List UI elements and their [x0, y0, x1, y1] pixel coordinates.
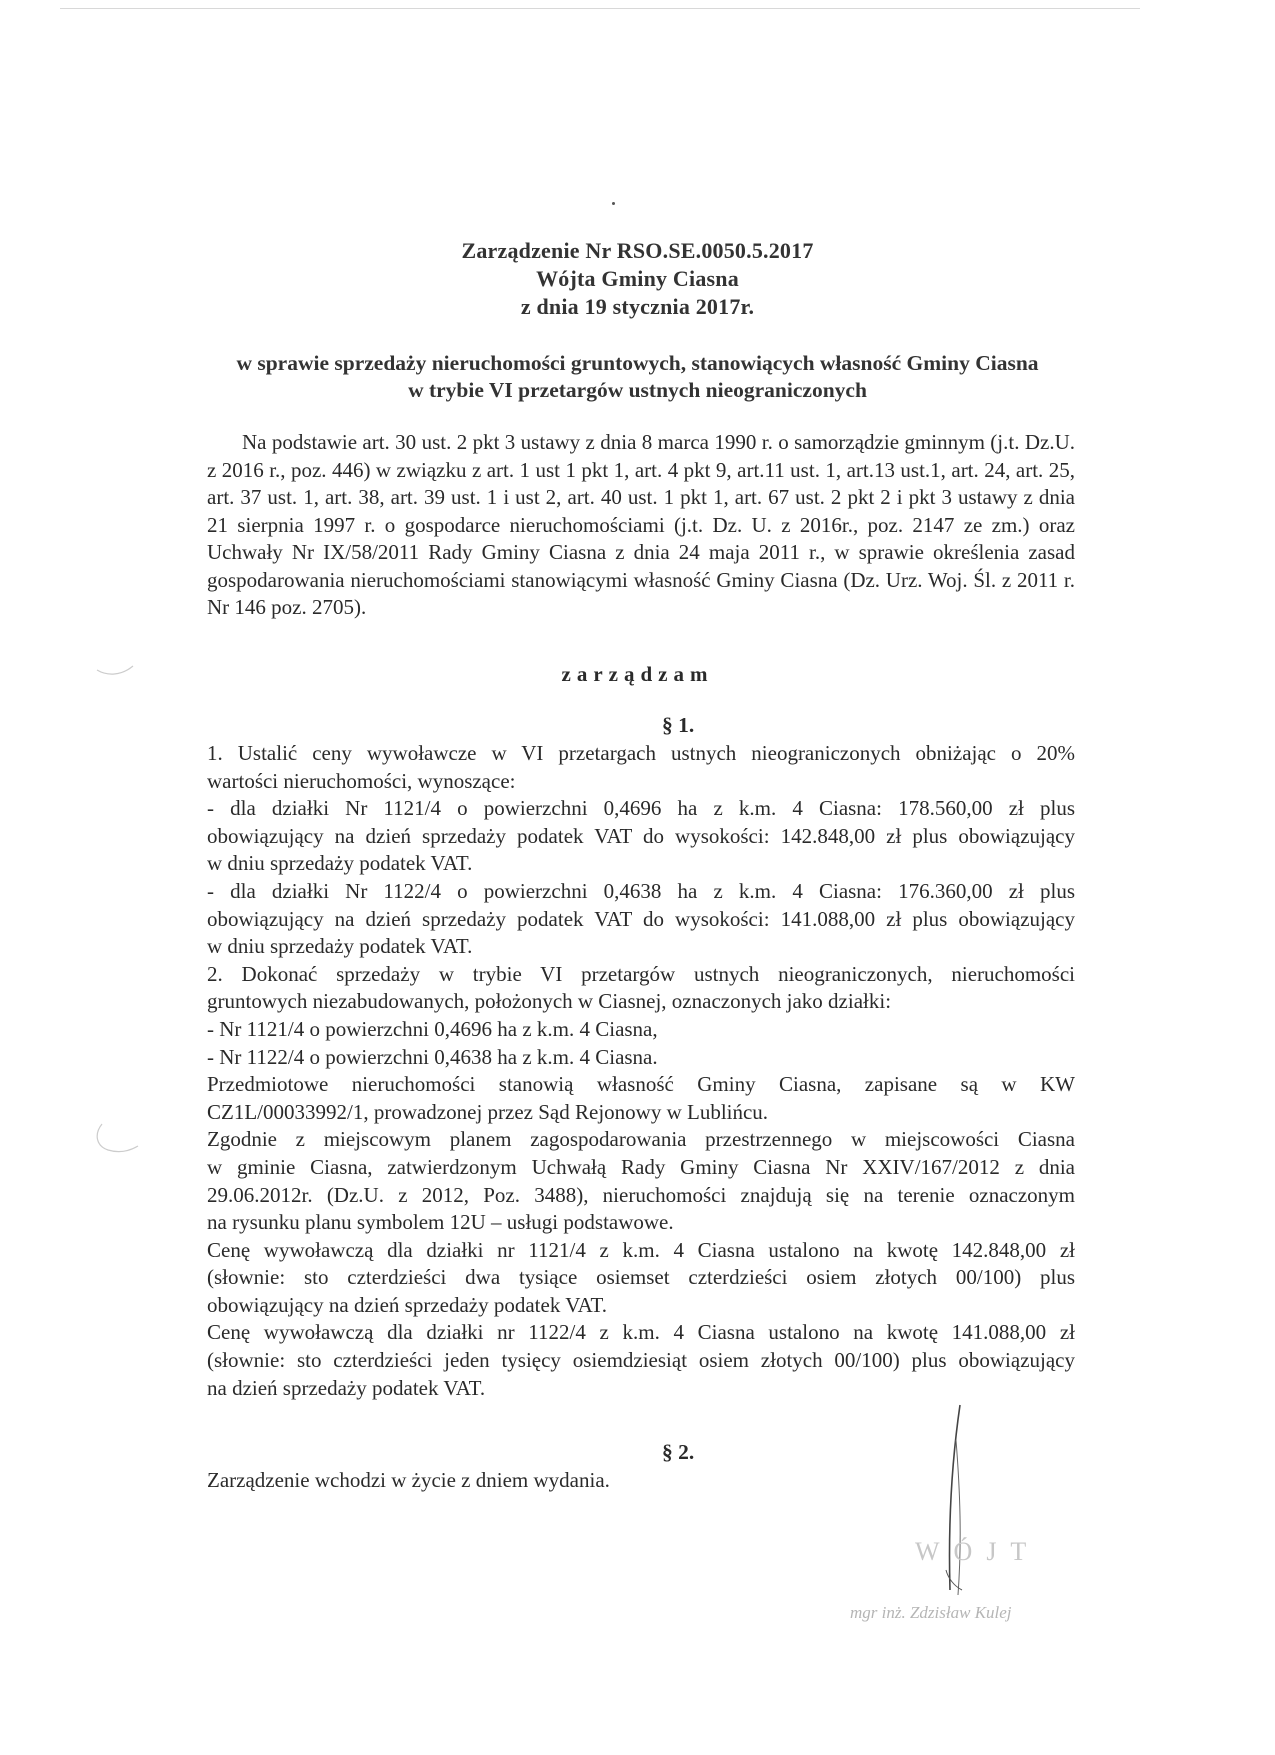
section-2-text: Zarządzenie wchodzi w życie z dniem wydania. [207, 1468, 610, 1492]
section-1-line: wartości nieruchomości, wynoszące: [207, 768, 516, 793]
section-1-line: - dla działki Nr 1122/4 o powierzchni 0,4638 ha z k.m. 4 Ciasna: 176.360,00 zł plus [207, 878, 1075, 903]
section-1-line: na rysunku planu symbolem 12U – usługi podstawowe. [207, 1210, 674, 1235]
section-1-line: Zgodnie z miejscowym planem zagospodarowania przestrzennego w miejscowości Ciasna [207, 1127, 1075, 1152]
section-1-title: § 1. [662, 713, 695, 737]
issuer: Wójta Gminy Ciasna [536, 266, 739, 291]
section-1-line: obowiązujący na dzień sprzedaży podatek VAT do wysokości: 141.088,00 zł plus obowiązujący [207, 906, 1075, 931]
section-1-line: 29.06.2012r. (Dz.U. z 2012, Poz. 3488), nieruchomości znajdują się na terenie oznaczonym [207, 1182, 1075, 1207]
section-1-line: 1. Ustalić ceny wywoławcze w VI przetargach ustnych nieograniczonych obniżając o 20% [207, 741, 1075, 765]
section-1-line: na dzień sprzedaży podatek VAT. [207, 1375, 486, 1400]
section-1-line: obowiązujący na dzień sprzedaży podatek VAT. [207, 1292, 608, 1317]
decree-number: Zarządzenie Nr RSO.SE.0050.5.2017 [461, 238, 814, 263]
section-1-line: w dniu sprzedaży podatek VAT. [207, 851, 473, 876]
margin-scribble [95, 660, 135, 680]
legal-basis-paragraph: Na podstawie art. 30 ust. 2 pkt 3 ustawy z dnia 8 marca 1990 r. o samorządzie gminnym (j.t. Dz.U. z 2016 r., poz. 446) w związku z art. 1 ust 1 pkt 1, art. 4 pkt 9, art.11 ust. 1, art.13 ust.1, art. 24, art. 25, art. 37 ust. 1, art. 38, art. 39 ust. 1 i ust 2, art. 40 ust. 1 pkt 1, art. 67 ust. 2 pkt 2 i pkt 3 ustawy z dnia 21 sierpnia 1997 r. o gospodarce nieruchomościami (j.t. Dz. U. z 2016r., poz. 2147 ze zm.) oraz Uchwały Nr IX/58/2011 Rady Gminy Ciasna z dnia 24 maja 2011 r., w sprawie określenia zasad gospodarowania nieruchomościami stanowiącymi własność Gminy Ciasna (Dz. Urz. Woj. Śl. z 2011 r. Nr 146 poz. 2705). [207, 430, 1075, 619]
section-1-body [207, 740, 1075, 1402]
section-1-line: Przedmiotowe nieruchomości stanowią własność Gminy Ciasna, zapisane są w KW [207, 1072, 1075, 1097]
section-1-line: obowiązujący na dzień sprzedaży podatek VAT do wysokości: 142.848,00 zł plus obowiązujący [207, 823, 1075, 848]
section-1-line: Cenę wywoławczą dla działki nr 1122/4 z k.m. 4 Ciasna ustalono na kwotę 141.088,00 zł [207, 1320, 1075, 1345]
section-1-line: (słownie: sto czterdzieści jeden tysięcy osiemdziesiąt osiem złotych 00/100) plus obowiązujący [207, 1348, 1075, 1373]
scan-edge-line [60, 8, 1140, 9]
section-1-line: - dla działki Nr 1121/4 o powierzchni 0,4696 ha z k.m. 4 Ciasna: 178.560,00 zł plus [207, 796, 1075, 821]
section-1-line: gruntowych niezabudowanych, położonych w Ciasnej, oznaczonych jako działki: [207, 989, 892, 1014]
section-1-line: - Nr 1122/4 o powierzchni 0,4638 ha z k.m. 4 Ciasna. [207, 1044, 658, 1069]
section-1-line: Cenę wywoławczą dla działki nr 1121/4 z k.m. 4 Ciasna ustalono na kwotę 142.848,00 zł [207, 1237, 1075, 1262]
margin-scribble [92, 1120, 142, 1160]
subject-line-2: w trybie VI przetargów ustnych nieograniczonych [408, 378, 867, 402]
subject-line-1: w sprawie sprzedaży nieruchomości gruntowych, stanowiących własność Gminy Ciasna [236, 351, 1039, 375]
stamp-title: WÓJT [915, 1537, 1041, 1566]
section-2-title: § 2. [662, 1440, 695, 1464]
decree-word: zarządzam [561, 662, 714, 686]
section-1-line: - Nr 1121/4 o powierzchni 0,4696 ha z k.m. 4 Ciasna, [207, 1016, 658, 1041]
handwritten-signature [890, 1400, 1130, 1600]
section-1-line: (słownie: sto czterdzieści dwa tysiące osiemset czterdzieści osiem złotych 00/100) plus [207, 1265, 1075, 1290]
section-1-line: w gminie Ciasna, zatwierdzonym Uchwałą Rady Gminy Ciasna Nr XXIV/167/2012 z dnia [207, 1154, 1075, 1179]
section-1-line: 2. Dokonać sprzedaży w trybie VI przetargów ustnych nieograniczonych, nieruchomości [207, 961, 1075, 986]
stamp-name: mgr inż. Zdzisław Kulej [850, 1603, 1012, 1622]
section-1-line: CZ1L/00033992/1, prowadzonej przez Sąd Rejonowy w Lublińcu. [207, 1099, 769, 1124]
scan-speck [612, 202, 615, 205]
decree-date: z dnia 19 stycznia 2017r. [520, 294, 755, 319]
section-1-line: w dniu sprzedaży podatek VAT. [207, 934, 473, 959]
